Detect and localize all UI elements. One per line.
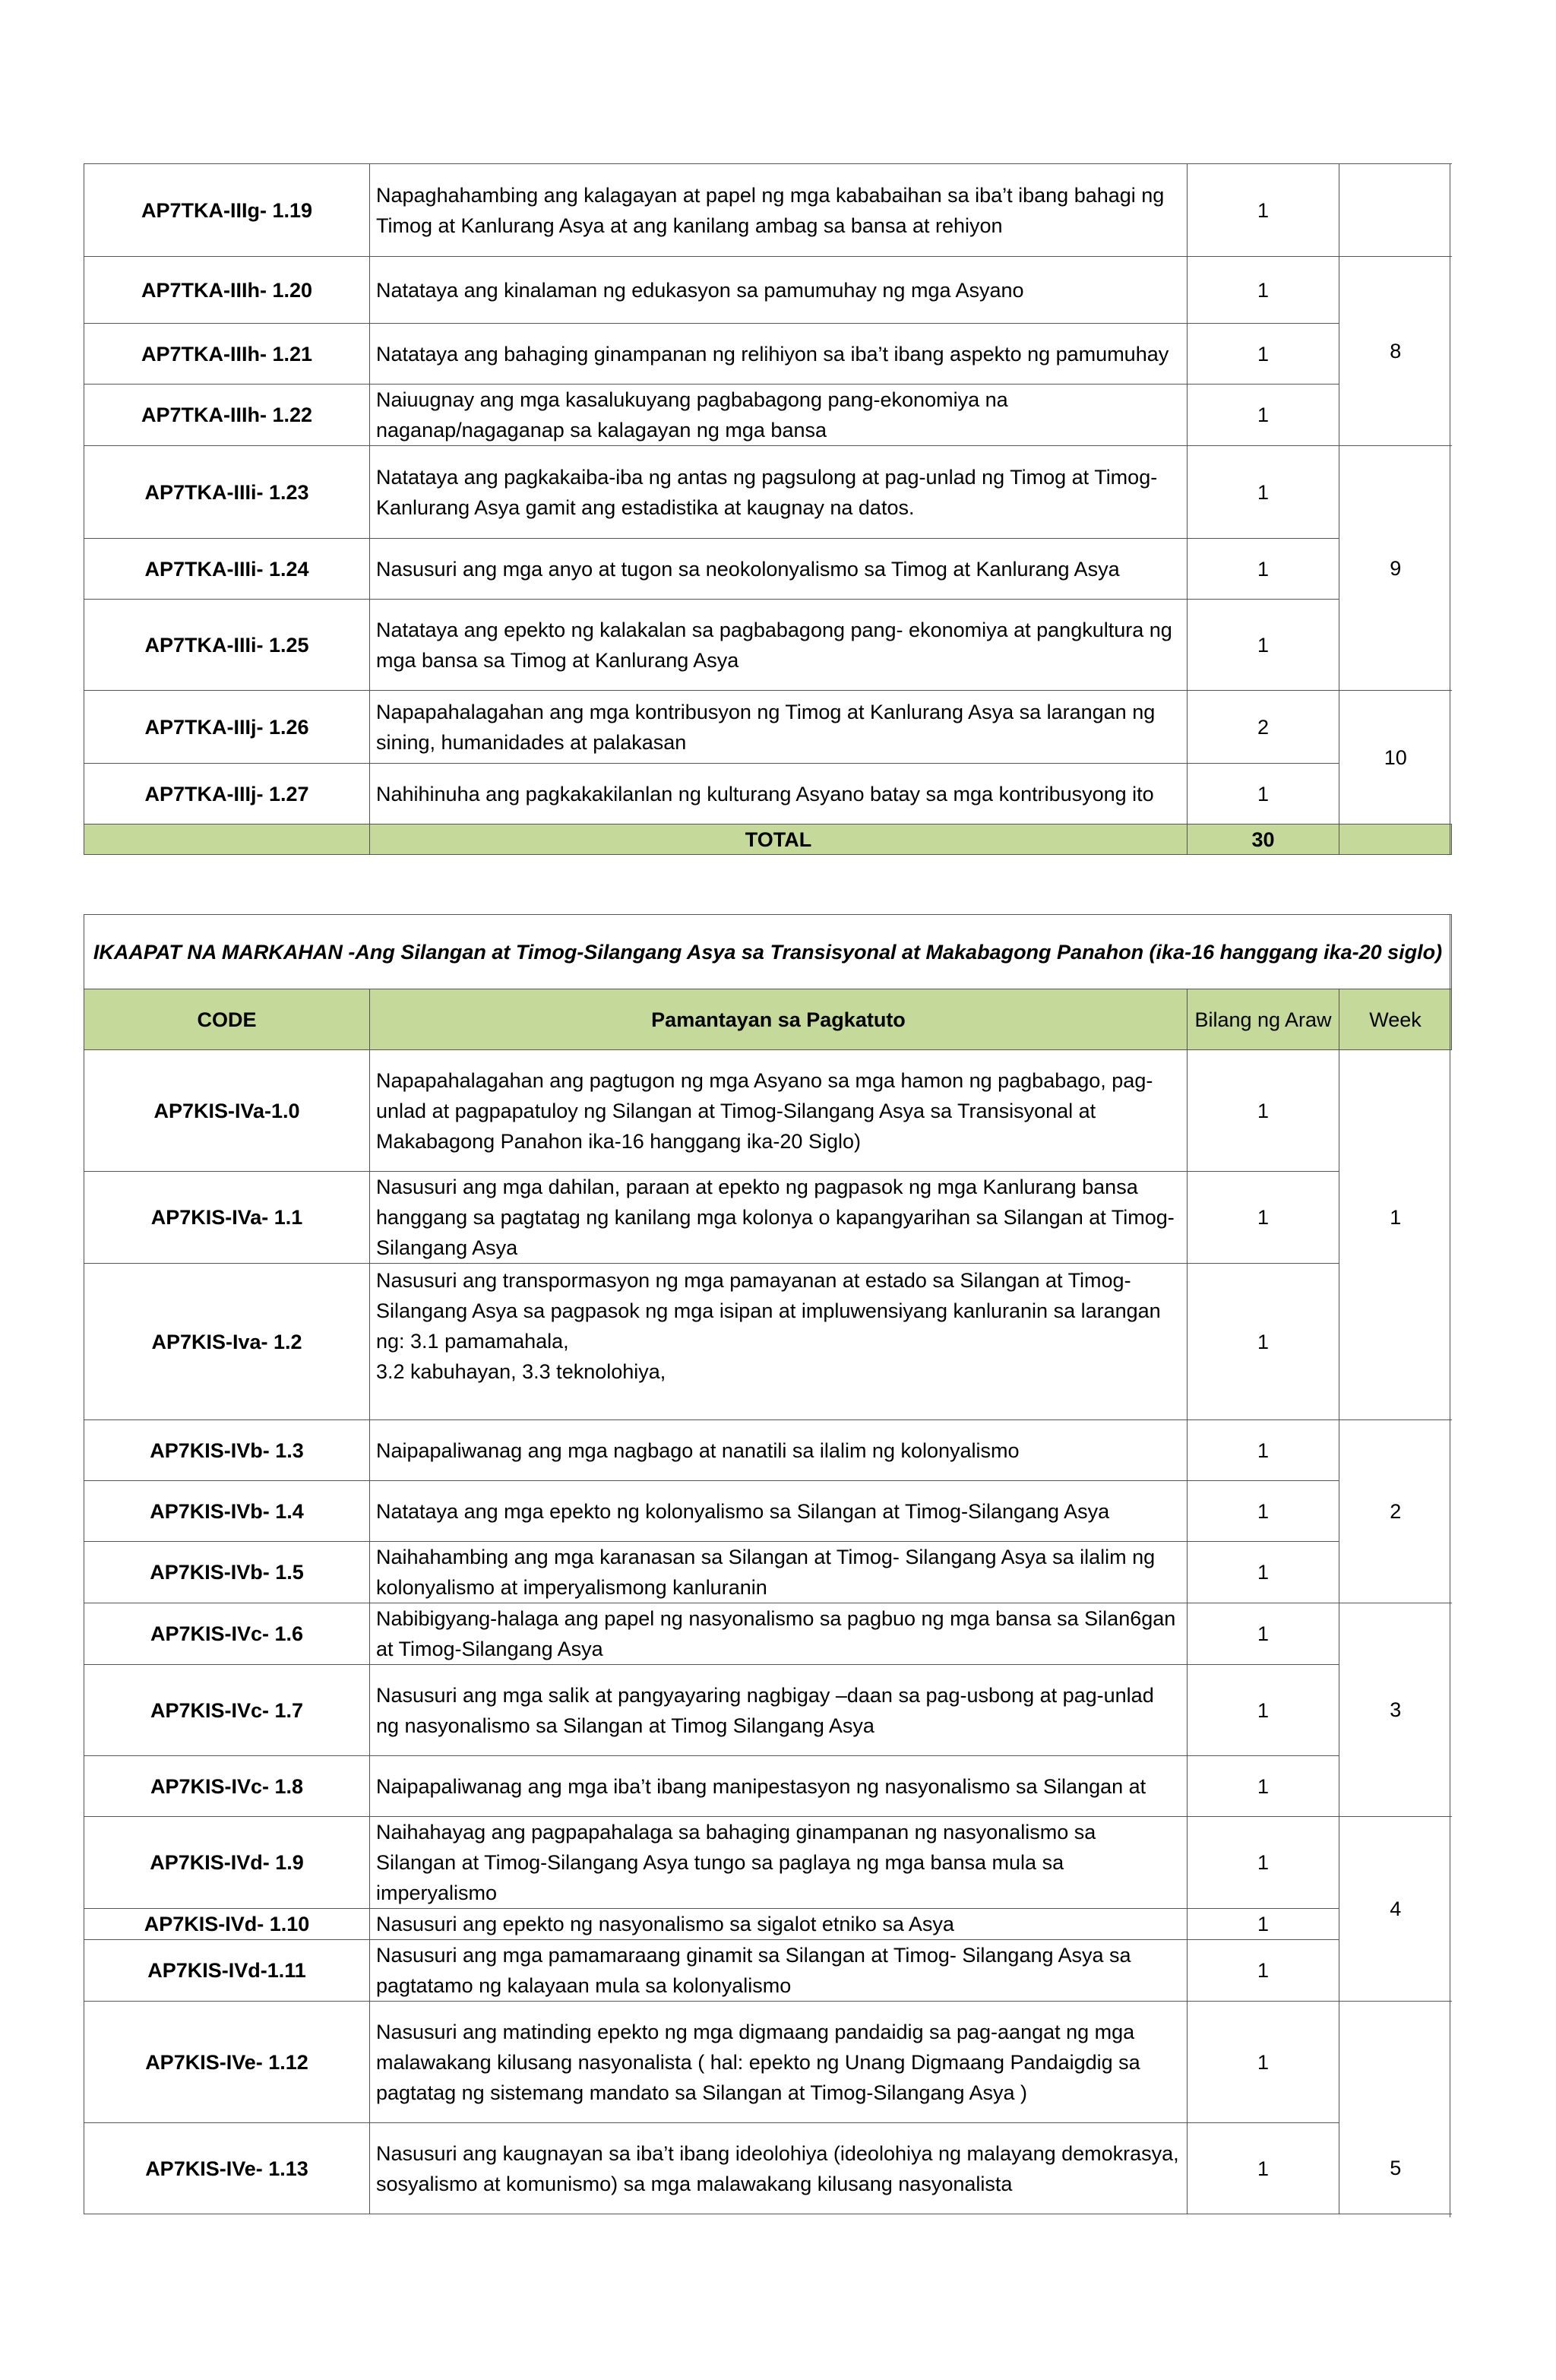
code-cell: AP7KIS-IVd- 1.9 — [84, 1817, 370, 1909]
code-cell: AP7KIS-IVe- 1.12 — [84, 2002, 370, 2123]
competency-cell: Nabibigyang-halaga ang papel ng nasyonalismo sa pagbuo ng mga bansa sa Silan6gan at Timog-Silangang Asya — [370, 1603, 1188, 1665]
days-cell: 1 — [1188, 1481, 1339, 1542]
table-row — [84, 600, 1452, 691]
competency-cell: Nahihinuha ang pagkakakilanlan ng kulturang Asyano batay sa mga kontribusyong ito — [370, 764, 1188, 824]
competency-line: Nasusuri ang transpormasyon ng mga pamayanan at estado sa Silangan at Timog-Silangang Asya sa pagpasok ng mga isipan at impluwensiyang kanluranin sa larangan ng: 3.1 pamamahala, — [376, 1269, 1161, 1353]
table-row — [84, 539, 1452, 600]
code-cell: AP7KIS-IVa- 1.1 — [84, 1172, 370, 1264]
competency-cell: Nasusuri ang matinding epekto ng mga digmaang pandaidig sa pag-aangat ng mga malawakang kilusang nasyonalista ( hal: epekto ng Unang Digmaang Pandaigdig sa pagtatag ng sistemang mandato sa Silangan at Timog-Silangang Asya ) — [370, 2002, 1188, 2123]
competency-cell: Natataya ang epekto ng kalakalan sa pagbabagong pang- ekonomiya at pangkultura ng mga bansa sa Timog at Kanlurang Asya — [370, 600, 1188, 691]
quarter-title: IKAAPAT NA MARKAHAN -Ang Silangan at Timog-Silangang Asya sa Transisyonal at Makabagong Panahon (ika-16 hanggang ika-20 siglo) — [84, 915, 1452, 989]
competency-cell: Nasusuri ang kaugnayan sa iba’t ibang ideolohiya (ideolohiya ng malayang demokrasya, sosyalismo at komunismo) sa mga malawakang kilusang nasyonalista — [370, 2123, 1188, 2214]
code-cell: AP7TKA-IIIh- 1.20 — [84, 257, 370, 324]
table-row — [84, 1940, 1452, 2002]
competency-cell: Nasusuri ang mga salik at pangyayaring nagbigay –daan sa pag-usbong at pag-unlad ng nasyonalismo sa Silangan at Timog Silangang Asya — [370, 1665, 1188, 1756]
table-row — [84, 2123, 1452, 2214]
competency-cell: Napapahalagahan ang mga kontribusyon ng Timog at Kanlurang Asya sa larangan ng sining, humanidades at palakasan — [370, 691, 1188, 764]
days-cell: 1 — [1188, 446, 1339, 539]
competency-cell: Naipapaliwanag ang mga iba’t ibang manipestasyon ng nasyonalismo sa Silangan at — [370, 1756, 1188, 1817]
competency-cell: Nasusuri ang mga pamamaraang ginamit sa Silangan at Timog- Silangang Asya sa pagtatamo ng kalayaan mula sa kolonyalismo — [370, 1940, 1188, 2002]
days-cell: 1 — [1188, 1909, 1339, 1940]
days-cell: 1 — [1188, 2002, 1339, 2123]
competency-table-q4 — [84, 914, 1452, 2214]
competency-cell: Natataya ang mga epekto ng kolonyalismo sa Silangan at Timog-Silangang Asya — [370, 1481, 1188, 1542]
competency-cell: Napaghahambing ang kalagayan at papel ng mga kababaihan sa iba’t ibang bahagi ng Timog at Kanlurang Asya at ang kanilang ambag sa bansa at rehiyon — [370, 164, 1188, 257]
table-row — [84, 1817, 1452, 1909]
days-cell: 1 — [1188, 1264, 1339, 1420]
quarter-title-row — [84, 915, 1452, 989]
competency-cell: Nasusuri ang mga dahilan, paraan at epekto ng pagpasok ng mga Kanlurang bansa hanggang sa pagtatag ng kanilang mga kolonya o kapangyarihan sa Silangan at Timog-Silangang Asya — [370, 1172, 1188, 1264]
competency-cell: Naiuugnay ang mga kasalukuyang pagbabagong pang-ekonomiya na naganap/nagaganap sa kalagayan ng mga bansa — [370, 385, 1188, 446]
code-cell: AP7KIS-IVe- 1.13 — [84, 2123, 370, 2214]
code-cell: AP7TKA-IIIi- 1.25 — [84, 600, 370, 691]
code-cell: AP7KIS-IVd-1.11 — [84, 1940, 370, 2002]
days-cell: 1 — [1188, 324, 1339, 385]
competency-cell — [370, 1264, 1188, 1420]
code-cell: AP7TKA-IIIj- 1.27 — [84, 764, 370, 824]
code-cell: AP7KIS-IVc- 1.6 — [84, 1603, 370, 1665]
competency-cell: Naihahambing ang mga karanasan sa Silangan at Timog- Silangang Asya sa ilalim ng kolonyalismo at imperyalismong kanluranin — [370, 1542, 1188, 1603]
table-row — [84, 164, 1452, 257]
header-week: Week — [1339, 989, 1452, 1050]
table-row — [84, 1420, 1452, 1481]
total-label: TOTAL — [370, 824, 1188, 855]
days-cell: 1 — [1188, 1542, 1339, 1603]
days-cell: 1 — [1188, 539, 1339, 600]
header-row — [84, 989, 1452, 1050]
week-cell: 1 — [1339, 1172, 1452, 1264]
table-row — [84, 1665, 1452, 1756]
competency-cell: Nasusuri ang mga anyo at tugon sa neokolonyalismo sa Timog at Kanlurang Asya — [370, 539, 1188, 600]
table-row — [84, 764, 1452, 824]
header-competency: Pamantayan sa Pagkatuto — [370, 989, 1188, 1050]
week-cell: 8 — [1339, 257, 1452, 446]
competency-cell: Natataya ang bahaging ginampanan ng relihiyon sa iba’t ibang aspekto ng pamumuhay — [370, 324, 1188, 385]
code-cell: AP7TKA-IIIh- 1.22 — [84, 385, 370, 446]
code-cell: AP7KIS-IVb- 1.3 — [84, 1420, 370, 1481]
week-cell — [1339, 2002, 1452, 2214]
header-code: CODE — [84, 989, 370, 1050]
table-row — [84, 1172, 1452, 1264]
code-cell: AP7KIS-IVc- 1.7 — [84, 1665, 370, 1756]
table-row — [84, 2002, 1452, 2123]
table-row — [84, 691, 1452, 764]
days-cell: 1 — [1188, 1665, 1339, 1756]
days-cell: 1 — [1188, 1172, 1339, 1264]
days-cell: 1 — [1188, 1420, 1339, 1481]
week-cell — [1339, 164, 1452, 257]
week-cell: 4 — [1339, 1817, 1452, 2002]
competency-cell: Naihahayag ang pagpapahalaga sa bahaging ginampanan ng nasyonalismo sa Silangan at Timog-Silangang Asya tungo sa paglaya ng mga bansa mula sa imperyalismo — [370, 1817, 1188, 1909]
table-row — [84, 1542, 1452, 1603]
table-row — [84, 446, 1452, 539]
days-cell: 1 — [1188, 1756, 1339, 1817]
days-cell: 1 — [1188, 764, 1339, 824]
code-cell: AP7TKA-IIIg- 1.19 — [84, 164, 370, 257]
week-cell: 3 — [1339, 1603, 1452, 1817]
table-row — [84, 1050, 1452, 1172]
days-cell: 1 — [1188, 164, 1339, 257]
code-cell: AP7KIS-IVd- 1.10 — [84, 1909, 370, 1940]
total-value: 30 — [1188, 824, 1339, 855]
days-cell: 1 — [1188, 1603, 1339, 1665]
days-cell: 1 — [1188, 600, 1339, 691]
competency-line: 3.2 kabuhayan, 3.3 teknolohiya, — [376, 1360, 666, 1383]
table-row — [84, 324, 1452, 385]
days-cell: 1 — [1188, 2123, 1339, 2214]
days-cell: 1 — [1188, 385, 1339, 446]
header-days: Bilang ng Araw — [1188, 989, 1339, 1050]
code-cell: AP7TKA-IIIh- 1.21 — [84, 324, 370, 385]
days-cell: 1 — [1188, 1940, 1339, 2002]
competency-cell: Napapahalagahan ang pagtugon ng mga Asyano sa mga hamon ng pagbabago, pag-unlad at pagpapatuloy ng Silangan at Timog-Silangang Asya sa Transisyonal at Makabagong Panahon ika-16 hanggang ika-20 Siglo) — [370, 1050, 1188, 1172]
code-cell: AP7TKA-IIIi- 1.24 — [84, 539, 370, 600]
table-row — [84, 1756, 1452, 1817]
table-row — [84, 1481, 1452, 1542]
total-blank-cell — [84, 824, 370, 855]
week-cell: 2 — [1339, 1420, 1452, 1603]
week-cell: 10 — [1339, 691, 1452, 824]
table-row — [84, 1264, 1452, 1420]
competency-cell: Natataya ang kinalaman ng edukasyon sa pamumuhay ng mga Asyano — [370, 257, 1188, 324]
code-cell: AP7KIS-IVa-1.0 — [84, 1050, 370, 1172]
week-cell: 9 — [1339, 446, 1452, 691]
week-cell — [1339, 1050, 1452, 1172]
total-week-blank — [1339, 824, 1452, 855]
code-cell: AP7KIS-IVb- 1.4 — [84, 1481, 370, 1542]
days-cell: 1 — [1188, 1050, 1339, 1172]
code-cell: AP7KIS-IVb- 1.5 — [84, 1542, 370, 1603]
table-row — [84, 385, 1452, 446]
table-row — [84, 1909, 1452, 1940]
code-cell: AP7TKA-IIIi- 1.23 — [84, 446, 370, 539]
table-row — [84, 257, 1452, 324]
code-cell: AP7TKA-IIIj- 1.26 — [84, 691, 370, 764]
code-cell: AP7KIS-IVc- 1.8 — [84, 1756, 370, 1817]
week-cell — [1339, 1264, 1452, 1420]
table-row — [84, 1603, 1452, 1665]
competency-cell: Nasusuri ang epekto ng nasyonalismo sa sigalot etniko sa Asya — [370, 1909, 1188, 1940]
week-value: 5 — [1390, 2157, 1402, 2179]
total-row — [84, 824, 1452, 855]
code-cell: AP7KIS-Iva- 1.2 — [84, 1264, 370, 1420]
days-cell: 2 — [1188, 691, 1339, 764]
competency-cell: Natataya ang pagkakaiba-iba ng antas ng pagsulong at pag-unlad ng Timog at Timog-Kanlurang Asya gamit ang estadistika at kaugnay na datos. — [370, 446, 1188, 539]
competency-cell: Naipapaliwanag ang mga nagbago at nanatili sa ilalim ng kolonyalismo — [370, 1420, 1188, 1481]
competency-table-q3 — [84, 163, 1452, 855]
days-cell: 1 — [1188, 257, 1339, 324]
days-cell: 1 — [1188, 1817, 1339, 1909]
